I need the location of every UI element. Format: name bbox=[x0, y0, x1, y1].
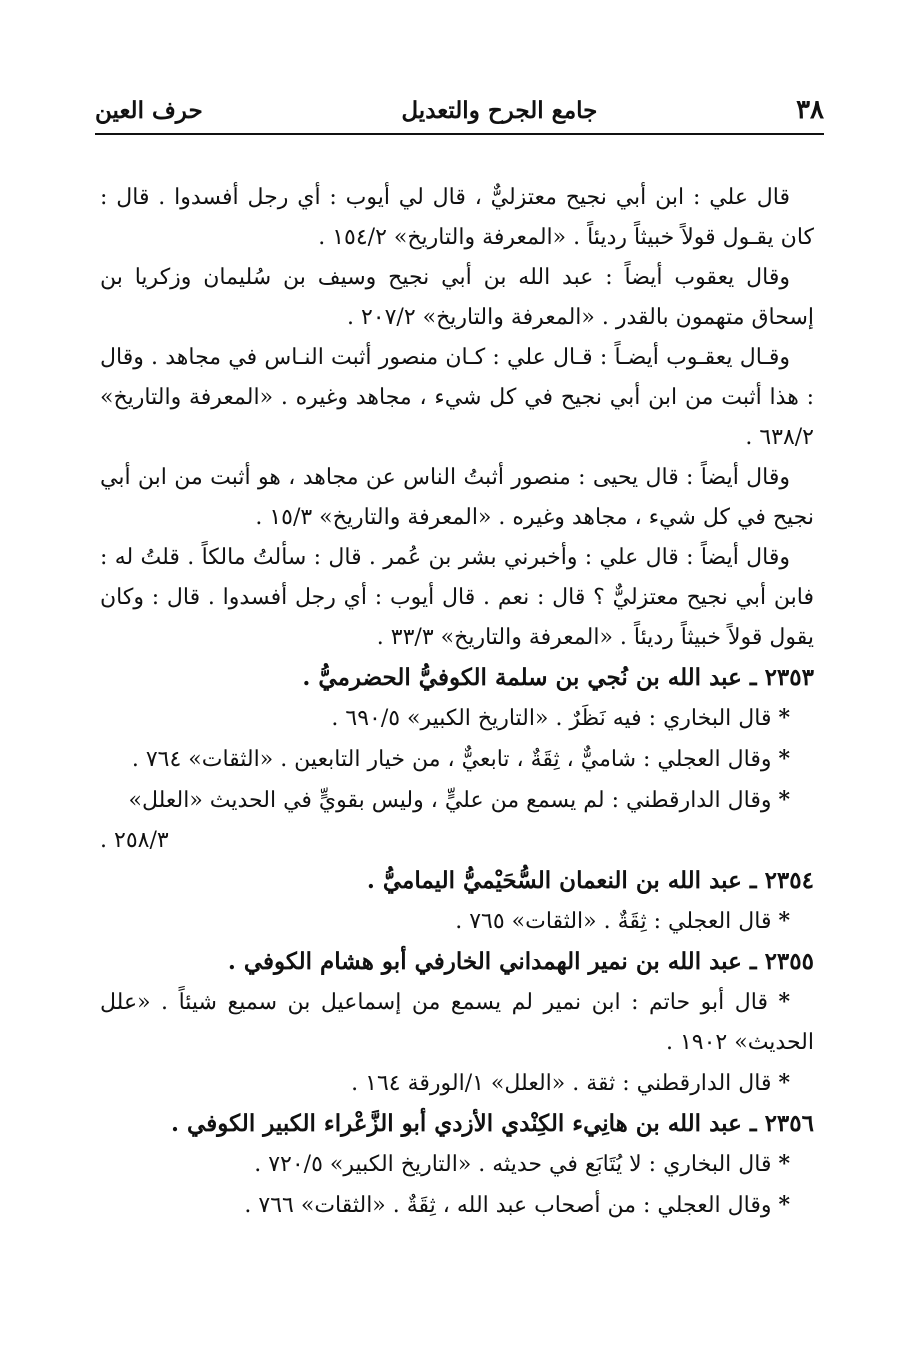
section-title: حرف العين bbox=[95, 96, 203, 124]
asterisk-icon: * bbox=[778, 1192, 790, 1218]
entry-line: * قال الدارقطني : ثقة . «العلل» ١/الورقة ١٦٤ . bbox=[351, 1070, 790, 1096]
asterisk-icon: * bbox=[778, 746, 790, 772]
entry-line: * قال البخاري : لا يُتَابَع في حديثه . «التاريخ الكبير» ٧٢٠/٥ . bbox=[254, 1151, 790, 1177]
entry-heading-2355: ٢٣٥٥ ـ عبد الله بن نمير الهمداني الخارفي أبو هشام الكوفي . bbox=[227, 948, 814, 975]
entry-heading-2353: ٢٣٥٣ ـ عبد الله بن نُجي بن سلمة الكوفيُّ الحضرميُّ . bbox=[302, 664, 814, 691]
entry-line: * وقال العجلي : من أصحاب عبد الله ، ثِقَةٌ . «الثقات» ٧٦٦ . bbox=[244, 1192, 790, 1218]
paragraph-1: قال علي : ابن أبي نجيح معتزليٌّ ، قال لي أيوب : أي رجل أفسدوا . قال : كان يقـول قولاً خبيثاً رديئاً . «المعرفة والتاريخ» ١٥٤/٢ . bbox=[100, 185, 814, 250]
asterisk-icon: * bbox=[778, 908, 790, 934]
paragraph-3: وقـال يعقـوب أيضـاً : قـال علي : كـان منصور أثبت النـاس في مجاهد . وقال : هذا أثبت من ابن أبي نجيح في كل شيء ، مجاهد وغيره . «المعرفة والتاريخ» ٦٣٨/٢ . bbox=[100, 345, 814, 450]
paragraph-5: وقال أيضاً : قال علي : وأخبرني بشر بن عُمر . قال : سألتُ مالكاً . قلتُ له : فابن أبي نجيح معتزليٌّ ؟ قال : نعم . قال أيوب : أي رجل أفسدوا . قال : وكان يقول قولاً خبيثاً رديئاً . «المعرفة والتاريخ» ٣٣/٣ . bbox=[100, 545, 814, 650]
entry-heading-2354: ٢٣٥٤ ـ عبد الله بن النعمان السُّحَيْميُّ اليماميُّ . bbox=[366, 867, 814, 894]
page-header bbox=[95, 90, 824, 130]
asterisk-icon: * bbox=[778, 1070, 790, 1096]
entry-line: * وقال العجلي : شاميٌّ ، ثِقَةٌ ، تابعيٌّ ، من خيار التابعين . «الثقات» ٧٦٤ . bbox=[131, 746, 790, 772]
header-rule bbox=[95, 133, 824, 135]
paragraph-4: وقال أيضاً : قال يحيى : منصور أثبتُ الناس عن مجاهد ، هو أثبت من ابن أبي نجيح في كل شيء ، مجاهد وغيره . «المعرفة والتاريخ» ١٥/٣ . bbox=[100, 465, 814, 530]
book-title: جامع الجرح والتعديل bbox=[401, 96, 598, 124]
asterisk-icon: * bbox=[778, 787, 790, 813]
asterisk-icon: * bbox=[778, 705, 790, 731]
asterisk-icon: * bbox=[778, 1151, 790, 1177]
entry-line: * وقال الدارقطني : لم يسمع من عليٍّ ، وليس بقويٍّ في الحديث «العلل» bbox=[128, 787, 790, 813]
entry-line: * قال أبو حاتم : ابن نمير لم يسمع من إسماعيل بن سميع شيئاً . «علل الحديث» ١٩٠٢ . bbox=[100, 989, 814, 1055]
page-number: ٣٨ bbox=[796, 95, 824, 125]
entry-line-tail: ٢٥٨/٣ . bbox=[100, 828, 169, 853]
page-body bbox=[100, 178, 814, 1226]
paragraph-2: وقال يعقوب أيضاً : عبد الله بن أبي نجيح وسيف بن سُليمان وزكريا بن إسحاق متهمون بالقدر . «المعرفة والتاريخ» ٢٠٧/٢ . bbox=[100, 265, 814, 330]
entry-heading-2356: ٢٣٥٦ ـ عبد الله بن هانِيء الكِنْدي الأزدي أبو الزَّعْراء الكبير الكوفي . bbox=[171, 1110, 814, 1137]
entry-line: * قال العجلي : ثِقَةٌ . «الثقات» ٧٦٥ . bbox=[455, 908, 790, 934]
asterisk-icon: * bbox=[778, 989, 791, 1015]
entry-line: * قال البخاري : فيه نَظَرٌ . «التاريخ الكبير» ٦٩٠/٥ . bbox=[331, 705, 790, 731]
